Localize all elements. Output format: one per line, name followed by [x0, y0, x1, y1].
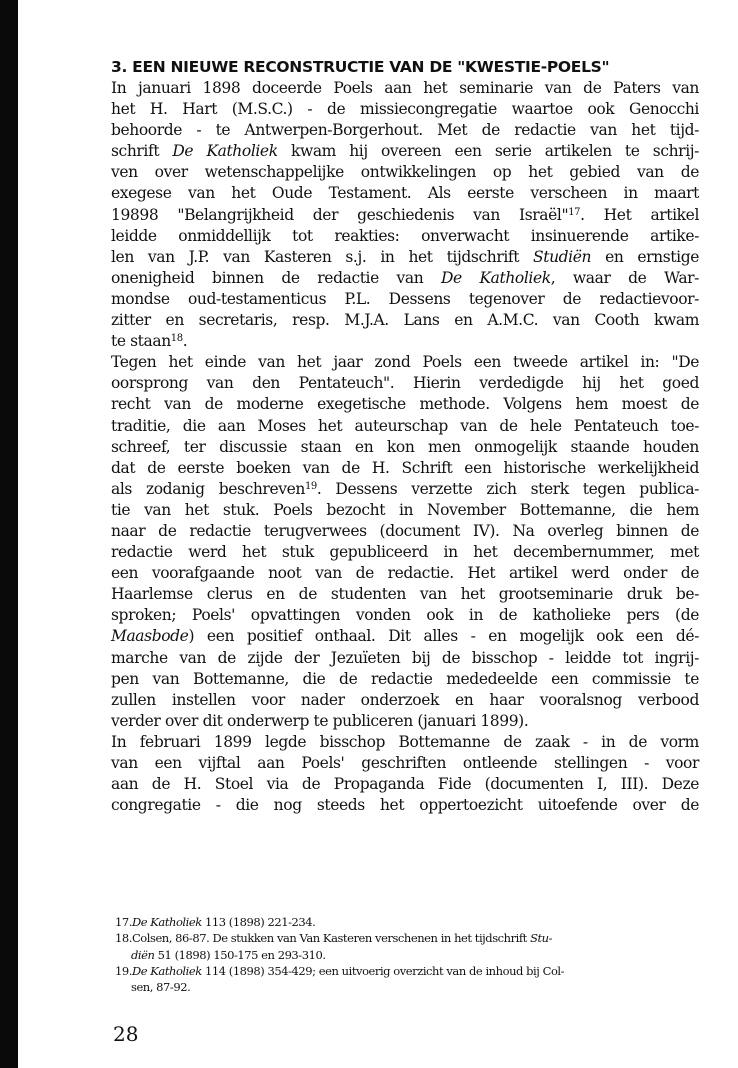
- text-line: als zodanig beschreven$^{19}$. Dessens verzette zich sterk tegen publica-: [111, 479, 699, 498]
- footnote-ref-17: 17: [568, 206, 581, 218]
- text-line: oorsprong van den Pentateuch". Hierin verdedigde hij het goed: [111, 374, 699, 393]
- text-line: Haarlemse clerus en de studenten van het grootseminarie druk be-: [111, 585, 699, 604]
- text-line: zullen instellen voor nader onderzoek en haar vooralsnog verbood: [111, 690, 699, 709]
- text-line: mondse oud-testamenticus P.L. Dessens tegenover de redactievoor-: [111, 289, 699, 308]
- footnote-18-cont: diën 51 (1898) 150-175 en 293-310.: [131, 947, 326, 962]
- body-text: [111, 78, 699, 816]
- text-line: len van J.P. van Kasteren s.j. in het tijdschrift Studiën en ernstige: [111, 247, 699, 266]
- footnote-17: 17.De Katholiek 113 (1898) 221-234.: [115, 915, 316, 929]
- text-line: schrift De Katholiek kwam hij overeen een serie artikelen te schrij-: [111, 142, 699, 161]
- footnotes: [115, 914, 700, 995]
- text-line: aan de H. Stoel via de Propaganda Fide (documenten I, III). Deze: [111, 775, 699, 794]
- text-line: ven over wetenschappelijke ontwikkelingen op het gebied van de: [111, 163, 699, 182]
- text-line: van een vijftal aan Poels' geschriften ontleende stellingen - voor: [111, 754, 699, 772]
- text-line: leidde onmiddellijk tot reakties: onverwacht insinuerende artike-: [111, 226, 699, 245]
- text-line: marche van de zijde der Jezuïeten bij de bisschop - leidde tot ingrij-: [111, 648, 699, 667]
- footnote-18: 18.Colsen, 86-87. De stukken van Van Kasteren verschenen in het tijdschrift Stu-: [115, 931, 553, 946]
- text-line: zitter en secretaris, resp. M.J.A. Lans en A.M.C. van Cooth kwam: [111, 311, 699, 330]
- section-heading: 3. EEN NIEUWE RECONSTRUCTIE VAN DE "KWESTIE-POELS": [111, 58, 610, 76]
- text-line: pen van Bottemanne, die de redactie mededeelde een commissie te: [111, 669, 699, 688]
- text-line: schreef, ter discussie staan en kon men onmogelijk staande houden: [111, 437, 699, 456]
- text-line: exegese van het Oude Testament. Als eerste verscheen in maart: [111, 184, 699, 203]
- text-line: 19898 "Belangrijkheid der geschiedenis van Israël"$^{17}$. Het artikel: [111, 205, 699, 224]
- page-number: 28: [113, 1022, 139, 1046]
- page-binding-edge: [0, 0, 18, 1068]
- text-line: een voorafgaande noot van de redactie. Het artikel werd onder de: [111, 564, 699, 583]
- text-line: het H. Hart (M.S.C.) - de missiecongregatie waartoe ook Genocchi: [111, 100, 699, 119]
- footnote-19-cont: sen, 87-92.: [131, 980, 191, 995]
- text-line: redactie werd het stuk gepubliceerd in het decembernummer, met: [111, 543, 699, 562]
- text-line: sproken; Poels' opvattingen vonden ook in de katholieke pers (de: [111, 606, 699, 625]
- text-line: naar de redactie terugverwees (document IV). Na overleg binnen de: [111, 521, 699, 540]
- text-line: verder over dit onderwerp te publiceren (januari 1899).: [111, 711, 529, 730]
- text-line: Maasbode) een positief onthaal. Dit alles - en mogelijk ook een dé-: [111, 627, 699, 646]
- footnote-ref-18: 18: [170, 333, 183, 345]
- text-line: recht van de moderne exegetische methode. Volgens hem moest de: [111, 395, 699, 414]
- text-line: te staan$^{18}$.: [111, 332, 188, 351]
- text-line: In februari 1899 legde bisschop Bottemanne de zaak - in de vorm: [111, 732, 699, 751]
- text-line: tie van het stuk. Poels bezocht in November Bottemanne, die hem: [111, 500, 699, 519]
- text-line: dat de eerste boeken van de H. Schrift een historische werkelijkheid: [111, 458, 699, 477]
- text-line: In januari 1898 doceerde Poels aan het seminarie van de Paters van: [111, 79, 699, 97]
- text-line: onenigheid binnen de redactie van De Katholiek, waar de War-: [111, 268, 700, 287]
- text-line: traditie, die aan Moses het auteurschap van de hele Pentateuch toe-: [111, 416, 699, 435]
- text-line: congregatie - die nog steeds het oppertoezicht uitoefende over de: [111, 796, 699, 815]
- text-line: behoorde - te Antwerpen-Borgerhout. Met de redactie van het tijd-: [111, 121, 699, 140]
- footnote-19: 19.De Katholiek 114 (1898) 354-429; een uitvoerig overzicht van de inhoud bij Col-: [115, 963, 565, 978]
- text-line: Tegen het einde van het jaar zond Poels een tweede artikel in: "De: [111, 353, 699, 372]
- footnote-ref-19: 19: [304, 480, 317, 492]
